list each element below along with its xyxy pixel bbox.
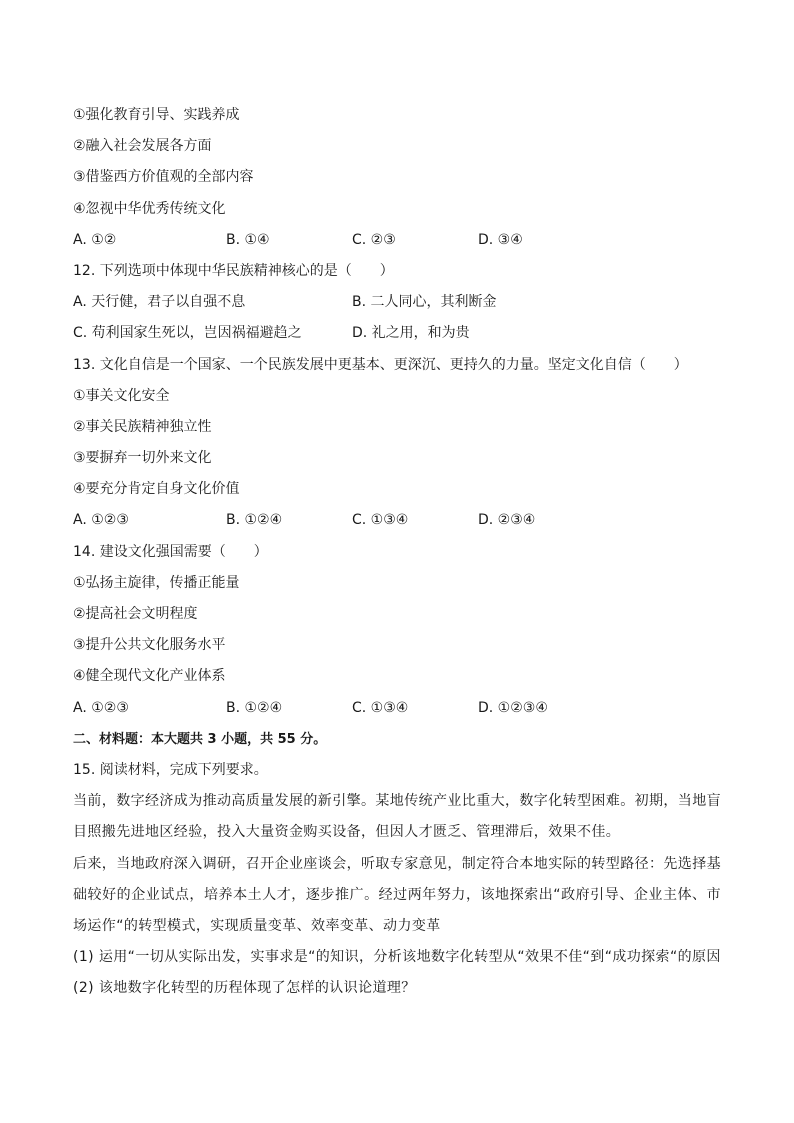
q14-choice-d: D. ①②③④ xyxy=(478,699,548,716)
q12-choice-b: B. 二人同心，其利断金 xyxy=(352,294,497,311)
q11-choice-c: C. ②③ xyxy=(352,231,396,248)
page-content xyxy=(73,100,721,1005)
q12-choice-c: C. 苟利国家生死以，岂因祸福避趋之 xyxy=(73,325,302,342)
q13-option-2: ②事关民族精神独立性 xyxy=(73,418,212,435)
q13-choice-c: C. ①③④ xyxy=(352,512,409,529)
section-2-heading: 二、材料题：本大题共 3 小题，共 55 分。 xyxy=(73,731,327,747)
q11-choices xyxy=(73,225,721,256)
q11-option-3: ③借鉴西方价值观的全部内容 xyxy=(73,169,254,186)
q14-choice-b: B. ①②④ xyxy=(226,699,283,716)
q12-choice-a: A. 天行健，君子以自强不息 xyxy=(73,294,246,311)
q15-stem: 15. 阅读材料，完成下列要求。 xyxy=(73,761,268,778)
q14-choice-c: C. ①③④ xyxy=(352,699,409,716)
q15-subquestion-2: (2) 该地数字化转型的历程体现了怎样的认识论道理？ xyxy=(73,980,416,997)
q11-choice-a: A. ①② xyxy=(73,231,117,248)
q15-material-paragraph-1: 当前，数字经济成为推动高质量发展的新引擎。某地传统产业比重大，数字化转型困难。初期，当地盲目照搬先进地区经验，投入大量资金购买设备，但因人才匮乏、管理滞后，效果不佳。 xyxy=(73,793,721,841)
q13-option-4: ④要充分肯定自身文化价值 xyxy=(73,481,240,498)
q12-choices-row-1 xyxy=(73,287,721,318)
q12-choice-d: D. 礼之用，和为贵 xyxy=(352,325,470,342)
q15-subquestion-1: (1) 运用“一切从实际出发，实事求是“的知识，分析该地数字化转型从“效果不佳“到“成功探索“的原因 xyxy=(73,949,721,966)
q11-option-4: ④忽视中华优秀传统文化 xyxy=(73,200,226,217)
q13-stem: 13. 文化自信是一个国家、一个民族发展中更基本、更深沉、更持久的力量。坚定文化自信（ ） xyxy=(73,356,688,373)
q11-choice-b: B. ①④ xyxy=(226,231,270,248)
q14-choices xyxy=(73,693,721,724)
q13-option-1: ①事关文化安全 xyxy=(73,387,170,404)
q11-choice-d: D. ③④ xyxy=(478,231,523,248)
q11-option-2: ②融入社会发展各方面 xyxy=(73,138,212,155)
q12-stem: 12. 下列选项中体现中华民族精神核心的是（ ） xyxy=(73,262,394,279)
q13-option-3: ③要摒弃一切外来文化 xyxy=(73,450,212,467)
q13-choices xyxy=(73,505,721,536)
q11-option-1: ①强化教育引导、实践养成 xyxy=(73,107,240,123)
q12-choices-row-2 xyxy=(73,318,721,349)
q13-choice-a: A. ①②③ xyxy=(73,512,129,529)
q14-option-3: ③提升公共文化服务水平 xyxy=(73,637,226,654)
q14-choice-a: A. ①②③ xyxy=(73,699,129,716)
q13-choice-d: D. ②③④ xyxy=(478,512,536,529)
q13-choice-b: B. ①②④ xyxy=(226,512,283,529)
q15-material-paragraph-2: 后来，当地政府深入调研，召开企业座谈会，听取专家意见，制定符合本地实际的转型路径：先选择基础较好的企业试点，培养本土人才，逐步推广。经过两年努力，该地探索出“政府引导、企业主体、市场运作“的转型模式，实现质量变革、效率变革、动力变革 xyxy=(73,855,721,934)
q14-stem: 14. 建设文化强国需要（ ） xyxy=(73,543,268,560)
q14-option-4: ④健全现代文化产业体系 xyxy=(73,668,226,685)
q14-option-1: ①弘扬主旋律，传播正能量 xyxy=(73,574,240,591)
q14-option-2: ②提高社会文明程度 xyxy=(73,606,198,622)
